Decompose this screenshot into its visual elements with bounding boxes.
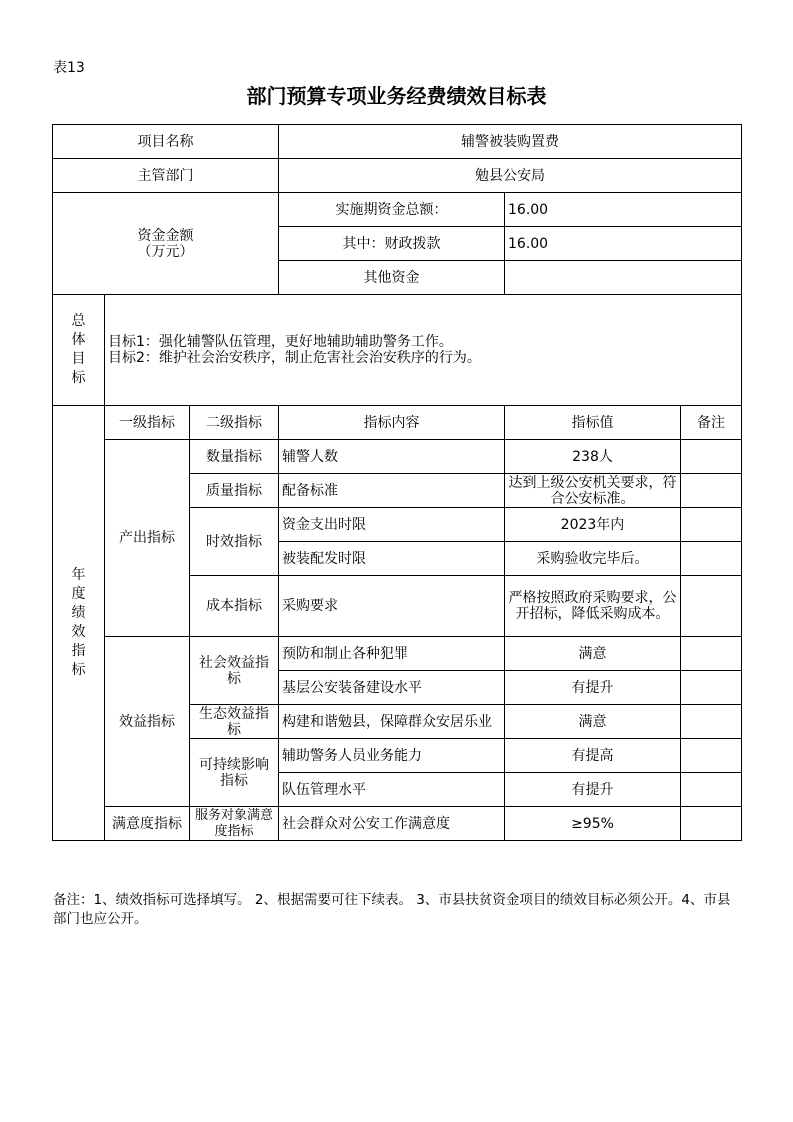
overall-goal-content (105, 295, 742, 406)
value-project-name: 辅警被装购置费 (279, 125, 742, 159)
label-fiscal: 其中：财政拨款 (279, 227, 505, 261)
row-note (681, 576, 742, 637)
sustain-indicator: 可持续影响指标 (190, 739, 279, 807)
row-note (681, 440, 742, 474)
row-content: 构建和谐勉县，保障群众安居乐业 (282, 713, 492, 730)
row-note (681, 542, 742, 576)
label-overall-goal (53, 295, 105, 406)
quantity-indicator: 数量指标 (190, 440, 279, 474)
page-title: 部门预算专项业务经费绩效目标表 (246, 84, 547, 108)
value-fiscal: 16.00 (505, 227, 742, 261)
label-project-name: 项目名称 (53, 125, 279, 159)
row-content: 队伍管理水平 (279, 773, 505, 807)
service-satisfaction-indicator: 服务对象满意度指标 (194, 807, 273, 839)
goal-2: 目标2：维护社会治安秩序，制止危害社会治安秩序的行为。 (108, 350, 481, 366)
label-annual-indicators (53, 406, 105, 841)
table-number: 表13 (53, 60, 85, 76)
header-level2: 二级指标 (190, 406, 279, 440)
row-content: 采购要求 (279, 576, 505, 637)
output-indicator: 产出指标 (105, 440, 190, 637)
row-value: 2023年内 (505, 508, 681, 542)
row-value: 满意 (505, 705, 681, 739)
row-value: ≥95% (505, 807, 681, 841)
label-department: 主管部门 (53, 159, 279, 193)
row-value: 有提升 (505, 773, 681, 807)
row-content: 被装配发时限 (279, 542, 505, 576)
row-content: 基层公安装备建设水平 (279, 671, 505, 705)
social-benefit-indicator: 社会效益指标 (190, 637, 279, 705)
row-department (53, 159, 742, 193)
label-funds (53, 193, 279, 295)
table-row (53, 637, 742, 671)
row-note (681, 671, 742, 705)
label-total-funds: 实施期资金总额： (279, 193, 505, 227)
row-value: 238人 (505, 440, 681, 474)
annual-indicators-label: 年度绩效指标 (71, 567, 86, 678)
eco-benefit-indicator: 生态效益指标 (199, 705, 269, 738)
row-total-funds (53, 193, 742, 227)
satisfaction-indicator: 满意度指标 (112, 815, 182, 832)
row-note (681, 773, 742, 807)
row-value: 有提高 (505, 739, 681, 773)
table-row (53, 807, 742, 841)
funds-label-text: 资金金额 (137, 227, 194, 244)
row-note (681, 807, 742, 841)
header-content: 指标内容 (279, 406, 505, 440)
row-value: 采购验收完毕后。 (505, 542, 681, 576)
header-level1: 一级指标 (105, 406, 190, 440)
cost-indicator: 成本指标 (190, 576, 279, 637)
row-project-name (53, 125, 742, 159)
row-note (681, 474, 742, 508)
footnote: 备注：1、绩效指标可选择填写。 2、根据需要可往下续表。 3、市县扶贫资金项目的绩效目标必须公开。4、市县部门也应公开。 (53, 892, 731, 927)
row-overall-goal (53, 295, 742, 406)
header-value: 指标值 (505, 406, 681, 440)
value-department: 勉县公安局 (279, 159, 742, 193)
row-content: 配备标准 (279, 474, 505, 508)
header-note: 备注 (681, 406, 742, 440)
row-value: 满意 (505, 637, 681, 671)
funds-unit-text: （万元） (137, 243, 194, 260)
quality-indicator: 质量指标 (190, 474, 279, 508)
row-note (681, 739, 742, 773)
overall-goal-label: 总体目标 (71, 313, 86, 386)
goal-1: 目标1：强化辅警队伍管理，更好地辅助辅助警务工作。 (108, 334, 453, 350)
row-content: 预防和制止各种犯罪 (279, 637, 505, 671)
row-note (681, 508, 742, 542)
row-note (681, 637, 742, 671)
value-other-funds (505, 261, 742, 295)
row-indicator-header (53, 406, 742, 440)
row-content: 资金支出时限 (279, 508, 505, 542)
performance-table (52, 124, 742, 841)
row-value: 严格按照政府采购要求，公开招标，降低采购成本。 (508, 590, 677, 622)
row-note (681, 705, 742, 739)
row-value: 达到上级公安机关要求，符合公安标准。 (508, 474, 677, 507)
value-total-funds: 16.00 (505, 193, 742, 227)
benefit-indicator: 效益指标 (105, 637, 190, 807)
row-content: 社会群众对公安工作满意度 (279, 807, 505, 841)
row-value: 有提升 (505, 671, 681, 705)
label-other-funds: 其他资金 (279, 261, 505, 295)
table-row (53, 440, 742, 474)
row-content: 辅助警务人员业务能力 (279, 739, 505, 773)
timeliness-indicator: 时效指标 (190, 508, 279, 576)
row-content: 辅警人数 (279, 440, 505, 474)
